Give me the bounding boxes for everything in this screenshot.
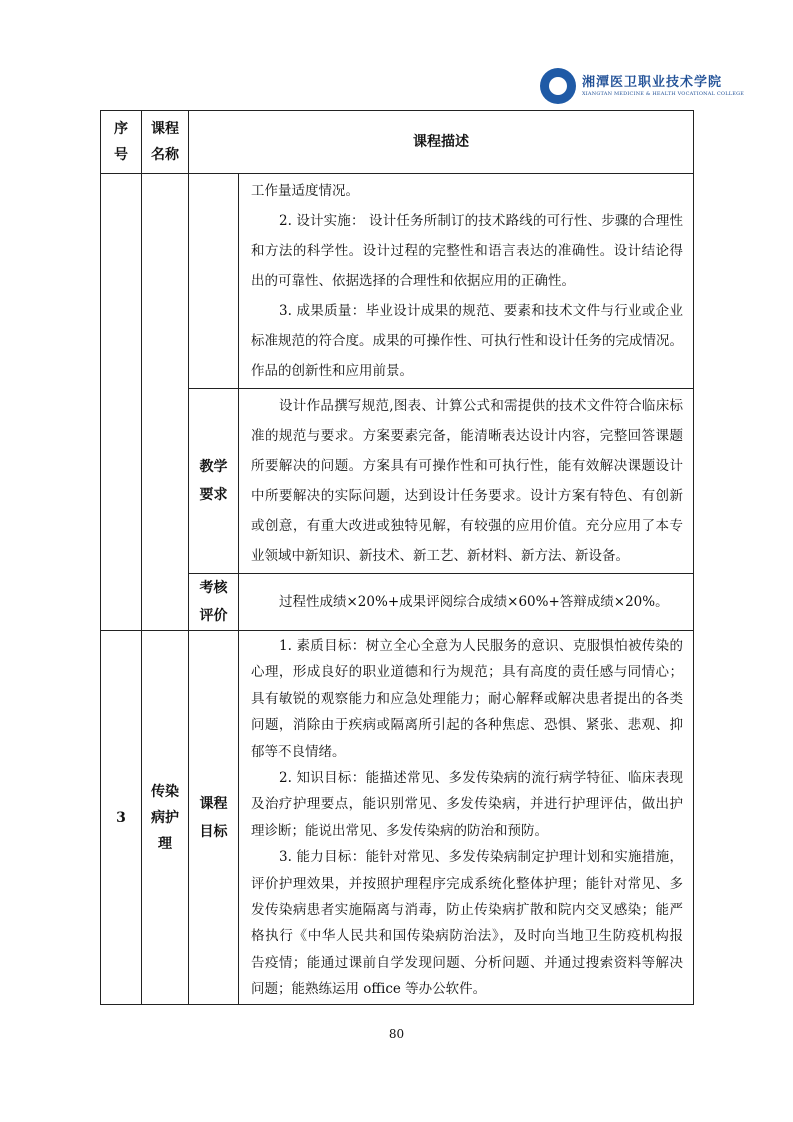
text-line: 格执行《中华人民共和国传染病防治法》，及时向当地卫生防疫机构报: [251, 928, 683, 945]
course-name-cell-empty: [142, 174, 189, 631]
college-logo: [540, 68, 744, 104]
text-line: 及治疗护理要点，能识别常见、多发传染病，并进行护理评估，做出护: [251, 796, 683, 813]
header-seq-text: 序号: [114, 121, 128, 163]
course-name: [142, 631, 189, 1005]
text-line: 工作量适度情况。: [251, 183, 359, 199]
course-name-text: 传染病护理: [151, 783, 179, 852]
text-line: 标准规范的符合度。成果的可操作性、可执行性和设计任务的完成情况。: [251, 333, 683, 349]
text-line: 2. 设计实施： 设计任务所制订的技术路线的可行性、步骤的合理性: [279, 213, 683, 229]
text-line: 告疫情；能通过课前自学发现问题、分析问题、并通过搜索资料等解决: [251, 954, 683, 971]
description-cell: [239, 574, 694, 631]
text-line: 3. 成果质量：毕业设计成果的规范、要素和技术文件与行业或企业: [279, 303, 683, 319]
text-line: 作品的创新性和应用前景。: [251, 363, 413, 379]
logo-english-name: XIANGTAN MEDICINE & HEALTH VOCATIONAL COLLEGE: [582, 90, 745, 97]
college-seal-icon: [540, 68, 576, 104]
text-line: 过程性成绩×20%+成果评阅综合成绩×60%+答辩成绩×20%。: [279, 594, 669, 610]
description-cell: [239, 174, 694, 389]
text-line: 问题；能熟练运用 office 等办公软件。: [251, 981, 487, 998]
text-line: 或创意，有重大改进或独特见解，有较强的应用价值。充分应用了本专: [251, 518, 683, 534]
header-description: 课程描述: [189, 111, 694, 174]
header-course-name-text: 课程名称: [151, 121, 179, 163]
description-cell: [239, 631, 694, 1005]
text-line: 和方法的科学性。设计过程的完整性和语言表达的准确性。设计结论得: [251, 243, 683, 259]
table-row: [101, 631, 694, 1005]
logo-text: [582, 75, 744, 98]
text-line: 理诊断；能说出常见、多发传染病的防治和预防。: [251, 822, 548, 839]
text-line: 出的可靠性、依据选择的合理性和依据应用的正确性。: [251, 273, 575, 289]
text-line: 郁等不良情绪。: [251, 743, 346, 760]
course-seq: 3: [101, 631, 142, 1005]
text-line: 设计作品撰写规范,图表、计算公式和需提供的技术文件符合临床标: [279, 398, 683, 414]
course-table: [100, 110, 694, 1005]
text-line: 2. 知识目标：能描述常见、多发传染病的流行病学特征、临床表现: [279, 769, 683, 786]
text-line: 业领域中新知识、新技术、新工艺、新材料、新方法、新设备。: [251, 548, 629, 564]
text-line: 心理，形成良好的职业道德和行为规范；具有高度的责任感与同情心；: [251, 664, 683, 681]
logo-chinese-name: 湘潭医卫职业技术学院: [582, 74, 723, 90]
header-course-name: [142, 111, 189, 174]
description-cell: [239, 389, 694, 574]
page-number: 80: [388, 1027, 405, 1041]
label-text: 教学要求: [199, 459, 228, 503]
text-line: 评价护理效果，并按照护理程序完成系统化整体护理；能针对常见、多: [251, 875, 683, 892]
seq-cell-empty: [101, 174, 142, 631]
text-line: 准的规范与要求。方案要素完备，能清晰表达设计内容，完整回答课题: [251, 428, 683, 444]
row-label-teaching-requirements: [189, 389, 239, 574]
text-line: 发传染病患者实施隔离与消毒，防止传染病扩散和院内交叉感染；能严: [251, 901, 683, 918]
label-text: 考核评价: [199, 580, 228, 624]
header-seq: [101, 111, 142, 174]
text-line: 所要解决的问题。方案具有可操作性和可执行性，能有效解决课题设计: [251, 458, 683, 474]
row-label: [189, 174, 239, 389]
row-label-assessment: [189, 574, 239, 631]
label-text: 课程目标: [199, 795, 228, 840]
text-line: 中所要解决的实际问题，达到设计任务要求。设计方案有特色、有创新: [251, 488, 683, 504]
row-label-course-objectives: [189, 631, 239, 1005]
table-header-row: [101, 111, 694, 174]
table-row: [101, 574, 694, 631]
table-row: [101, 174, 694, 389]
text-line: 具有敏锐的观察能力和应急处理能力；耐心解释或解决患者提出的各类: [251, 690, 683, 707]
table-row: [101, 389, 694, 574]
text-line: 问题，消除由于疾病或隔离所引起的各种焦虑、恐惧、紧张、悲观、抑: [251, 717, 683, 734]
text-line: 1. 素质目标：树立全心全意为人民服务的意识、克服惧怕被传染的: [279, 638, 683, 654]
text-line: 3. 能力目标：能针对常见、多发传染病制定护理计划和实施措施，: [279, 849, 683, 866]
